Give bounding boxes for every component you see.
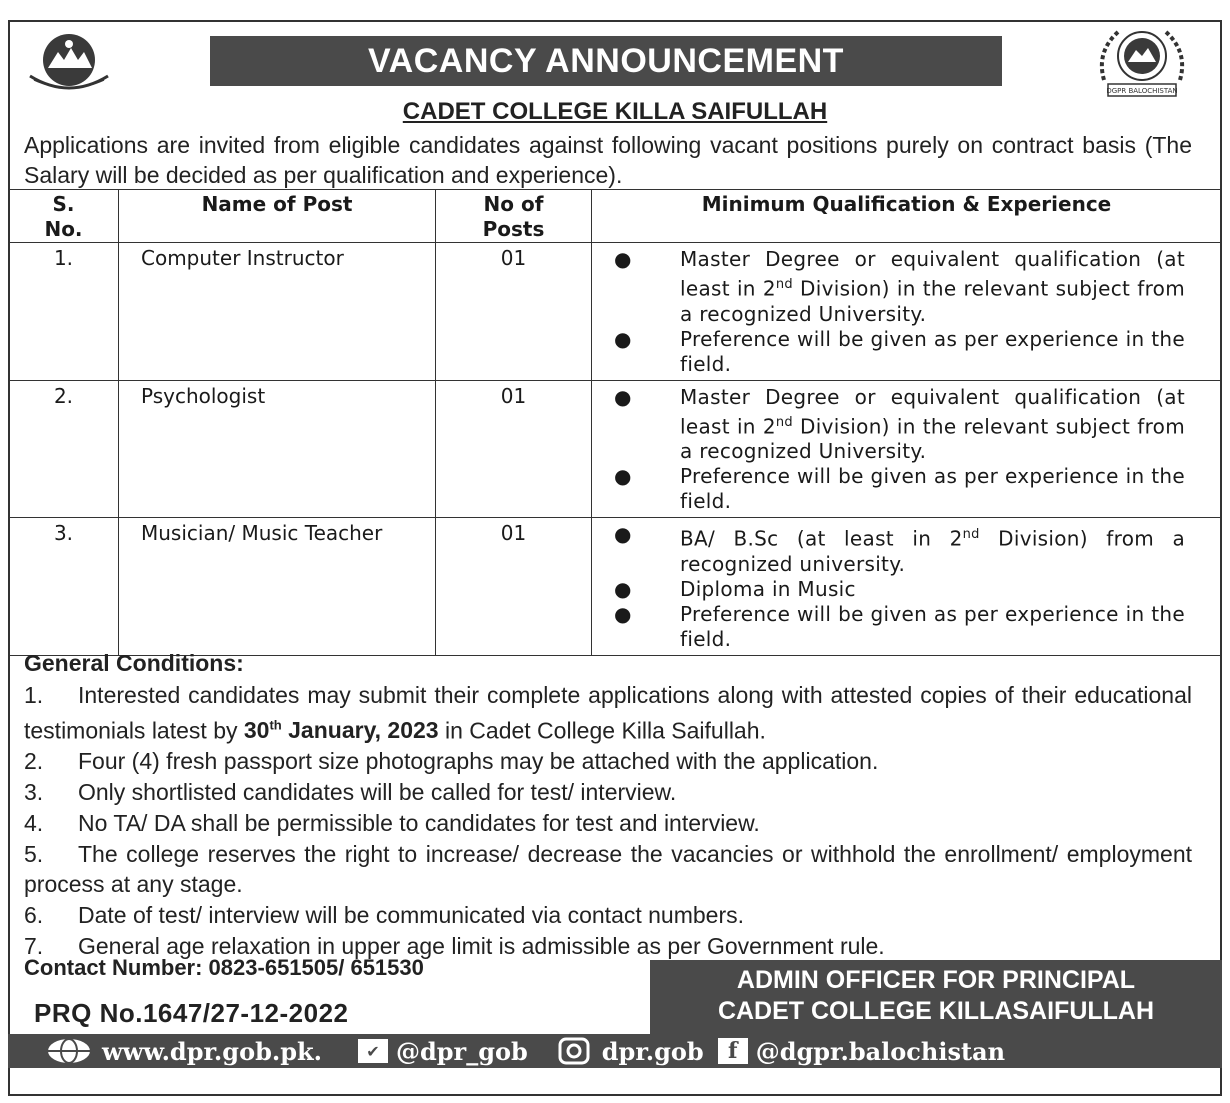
row-post-name: Computer Instructor <box>119 243 436 381</box>
general-conditions-title: General Conditions: <box>24 650 244 676</box>
row-sno: 1. <box>9 243 119 381</box>
condition-number: 4. <box>24 809 44 836</box>
row-no-of-posts: 01 <box>436 380 592 518</box>
website-text: www.dpr.gob.pk. <box>102 1036 322 1066</box>
bullet-icon: ● <box>614 576 632 601</box>
condition-item: 2. Four (4) fresh passport size photographs may be attached with the application. <box>24 746 1192 777</box>
row-post-name: Psychologist <box>119 380 436 518</box>
condition-number: 6. <box>24 902 44 929</box>
footer-website[interactable] <box>46 1037 322 1066</box>
contact-number: Contact Number: 0823-651505/ 651530 <box>24 955 424 980</box>
table-row <box>9 243 1222 381</box>
header-sno: S. No. <box>9 190 119 243</box>
signatory-line-2: CADET COLLEGE KILLASAIFULLAH <box>717 997 1155 1025</box>
dgpr-balochistan-seal-icon <box>1090 22 1194 102</box>
signatory-box <box>650 960 1222 1034</box>
prq-number: PRQ No.1647/27-12-2022 <box>34 998 349 1028</box>
globe-icon <box>46 1037 92 1065</box>
table-row <box>9 518 1222 656</box>
row-qualification <box>592 518 1222 656</box>
intro-paragraph: Applications are invited from eligible candidates against following vacant positions purely on contract basis (The Salary will be decided as per qualification and experience). <box>24 132 1192 188</box>
seal-text: DGPR BALOCHISTAN <box>1106 87 1178 95</box>
condition-item: 1. Interested candidates may submit their complete applications along with attested copies of their educational testimonials latest by 30th January, 2023 in Cadet College Killa Saifullah. <box>24 682 1192 744</box>
page-title: VACANCY ANNOUNCEMENT <box>210 36 1002 86</box>
bullet-icon: ● <box>614 247 632 271</box>
twitter-handle: @dpr_gob <box>395 1036 528 1066</box>
footer-instagram[interactable] <box>556 1037 704 1066</box>
qualification-item: ● Preference will be given as per experience in the field. <box>614 326 1185 376</box>
bullet-icon: ● <box>614 522 632 547</box>
qualification-item: ● Preference will be given as per experience in the field. <box>614 601 1185 651</box>
table-row <box>9 380 1222 518</box>
instagram-handle: dpr.gob <box>601 1036 704 1066</box>
qualification-item: ● Master Degree or equivalent qualification (at least in 2nd Division) in the relevant subject from a recognized University. <box>614 384 1185 464</box>
header-post-name: Name of Post <box>119 190 436 243</box>
condition-number: 3. <box>24 779 44 806</box>
college-name: CADET COLLEGE KILLA SAIFULLAH <box>402 98 828 125</box>
footer-bar <box>8 1034 1222 1068</box>
header-no-of-posts: No of Posts <box>436 190 592 243</box>
signatory-line-1: ADMIN OFFICER FOR PRINCIPAL <box>736 966 1136 994</box>
condition-item: 6. Date of test/ interview will be communicated via contact numbers. <box>24 900 1192 931</box>
row-sno: 3. <box>9 518 119 656</box>
facebook-icon: f <box>718 1038 748 1064</box>
header-qualification: Minimum Qualification & Experience <box>592 190 1222 243</box>
row-post-name: Musician/ Music Teacher <box>119 518 436 656</box>
condition-number: 5. <box>24 840 44 867</box>
row-qualification <box>592 380 1222 518</box>
footer-facebook[interactable] <box>718 1037 1005 1066</box>
twitter-icon: ✔ <box>358 1039 388 1063</box>
row-qualification <box>592 243 1222 381</box>
facebook-handle: @dgpr.balochistan <box>755 1036 1006 1066</box>
deadline-date: 30th January, 2023 <box>243 717 439 744</box>
instagram-icon <box>556 1037 592 1065</box>
condition-item: 5. The college reserves the right to increase/ decrease the vacancies or withhold the enrollment/ employment process at any stage. <box>24 840 1192 898</box>
condition-number: 2. <box>24 748 44 775</box>
condition-item: 7. General age relaxation in upper age limit is admissible as per Government rule. <box>24 931 1192 962</box>
qualification-item: ● Preference will be given as per experience in the field. <box>614 464 1185 514</box>
cadet-college-emblem-icon <box>26 30 112 96</box>
condition-number: 1. <box>24 682 44 708</box>
footer-twitter[interactable] <box>358 1037 528 1066</box>
vacancy-table <box>8 189 1222 656</box>
qualification-item: ● Master Degree or equivalent qualification (at least in 2nd Division) in the relevant subject from a recognized University. <box>614 247 1185 326</box>
bullet-icon: ● <box>614 601 632 626</box>
condition-item: 4. No TA/ DA shall be permissible to candidates for test and interview. <box>24 808 1192 839</box>
row-no-of-posts: 01 <box>436 243 592 381</box>
qualification-item: ● BA/ B.Sc (at least in 2nd Division) from a recognized university. <box>614 522 1185 576</box>
row-sno: 2. <box>9 380 119 518</box>
general-conditions-list <box>24 680 1192 962</box>
table-header-row <box>9 190 1222 243</box>
qualification-item: ● Diploma in Music <box>614 576 856 601</box>
bullet-icon: ● <box>614 384 632 409</box>
row-no-of-posts: 01 <box>436 518 592 656</box>
condition-number: 7. <box>24 933 44 960</box>
bullet-icon: ● <box>614 464 632 489</box>
bullet-icon: ● <box>614 326 632 351</box>
condition-item: 3. Only shortlisted candidates will be called for test/ interview. <box>24 777 1192 808</box>
